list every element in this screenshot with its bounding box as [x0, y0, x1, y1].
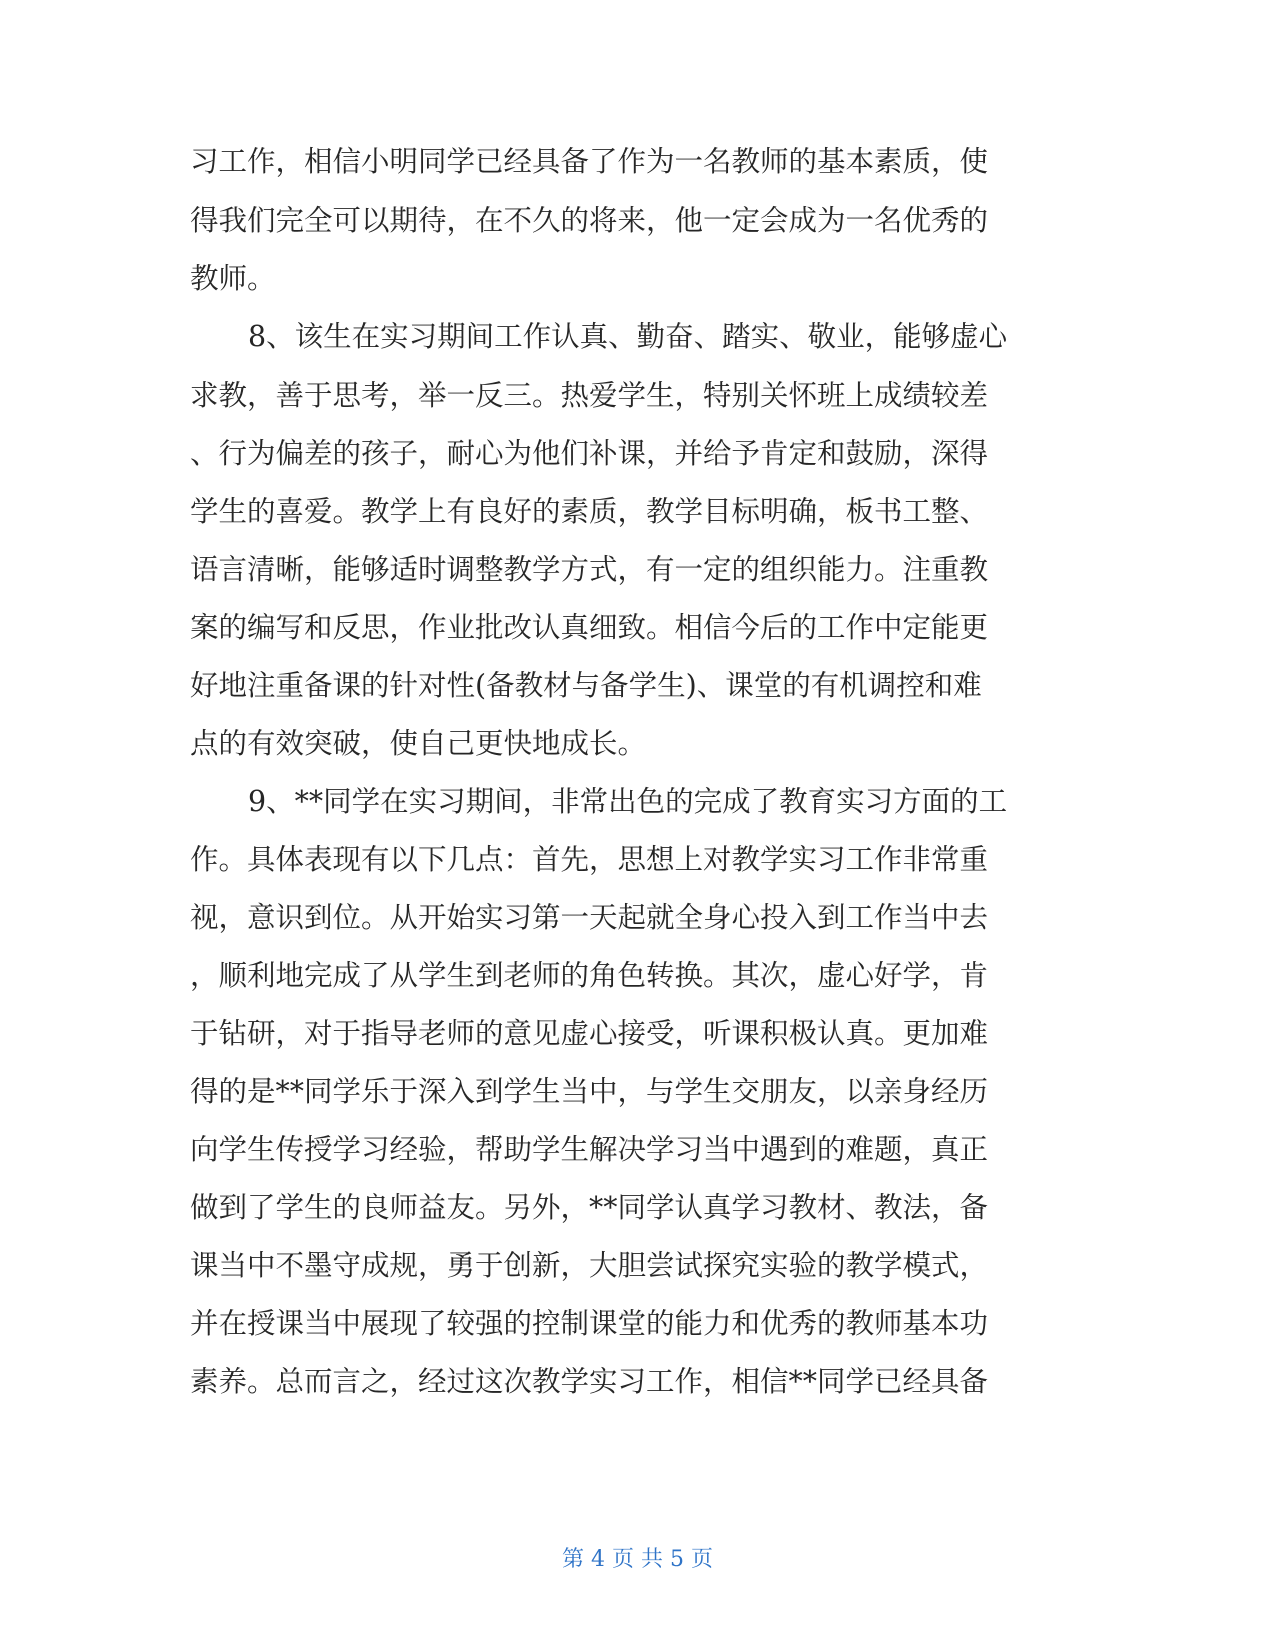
text-line: 语言清晰，能够适时调整教学方式，有一定的组织能力。注重教 — [190, 553, 989, 586]
text-line: 课当中不墨守成规，勇于创新，大胆尝试探究实验的教学模式， — [190, 1249, 989, 1282]
text-line: 、行为偏差的孩子，耐心为他们补课，并给予肯定和鼓励，深得 — [190, 437, 989, 470]
text-line: ，顺利地完成了从学生到老师的角色转换。其次，虚心好学，肯 — [190, 959, 989, 992]
text-line: 做到了学生的良师益友。另外，**同学认真学习教材、教法，备 — [190, 1191, 989, 1224]
text-line: 并在授课当中展现了较强的控制课堂的能力和优秀的教师基本功 — [190, 1307, 989, 1340]
text-line: 学生的喜爱。教学上有良好的素质，教学目标明确，板书工整、 — [190, 495, 989, 528]
text-line: 作。具体表现有以下几点：首先，思想上对教学实习工作非常重 — [190, 843, 989, 876]
text-line: 教师。 — [190, 262, 276, 295]
text-line: 素养。总而言之，经过这次教学实习工作，相信**同学已经具备 — [190, 1365, 989, 1398]
text-line: 案的编写和反思，作业批改认真细致。相信今后的工作中定能更 — [190, 611, 989, 644]
page-number-footer: 第 4 页 共 5 页 — [562, 1547, 713, 1572]
text-line: 得的是**同学乐于深入到学生当中，与学生交朋友，以亲身经历 — [190, 1075, 989, 1108]
text-line: 视，意识到位。从开始实习第一天起就全身心投入到工作当中去 — [190, 901, 989, 934]
text-line: 求教，善于思考，举一反三。热爱学生，特别关怀班上成绩较差 — [190, 379, 989, 412]
paragraph-8-first-line: 8、该生在实习期间工作认真、勤奋、踏实、敬业，能够虚心 — [248, 320, 1008, 353]
paragraph-9-first-line: 9、**同学在实习期间，非常出色的完成了教育实习方面的工 — [248, 785, 1008, 818]
text-line: 点的有效突破，使自己更快地成长。 — [190, 727, 647, 760]
text-line: 得我们完全可以期待，在不久的将来，他一定会成为一名优秀的 — [190, 204, 989, 237]
text-line: 习工作，相信小明同学已经具备了作为一名教师的基本素质，使 — [190, 145, 989, 178]
text-line: 向学生传授学习经验，帮助学生解决学习当中遇到的难题，真正 — [190, 1133, 989, 1166]
text-line: 于钻研，对于指导老师的意见虚心接受，听课积极认真。更加难 — [190, 1017, 989, 1050]
text-line: 好地注重备课的针对性(备教材与备学生)、课堂的有机调控和难 — [190, 669, 982, 702]
